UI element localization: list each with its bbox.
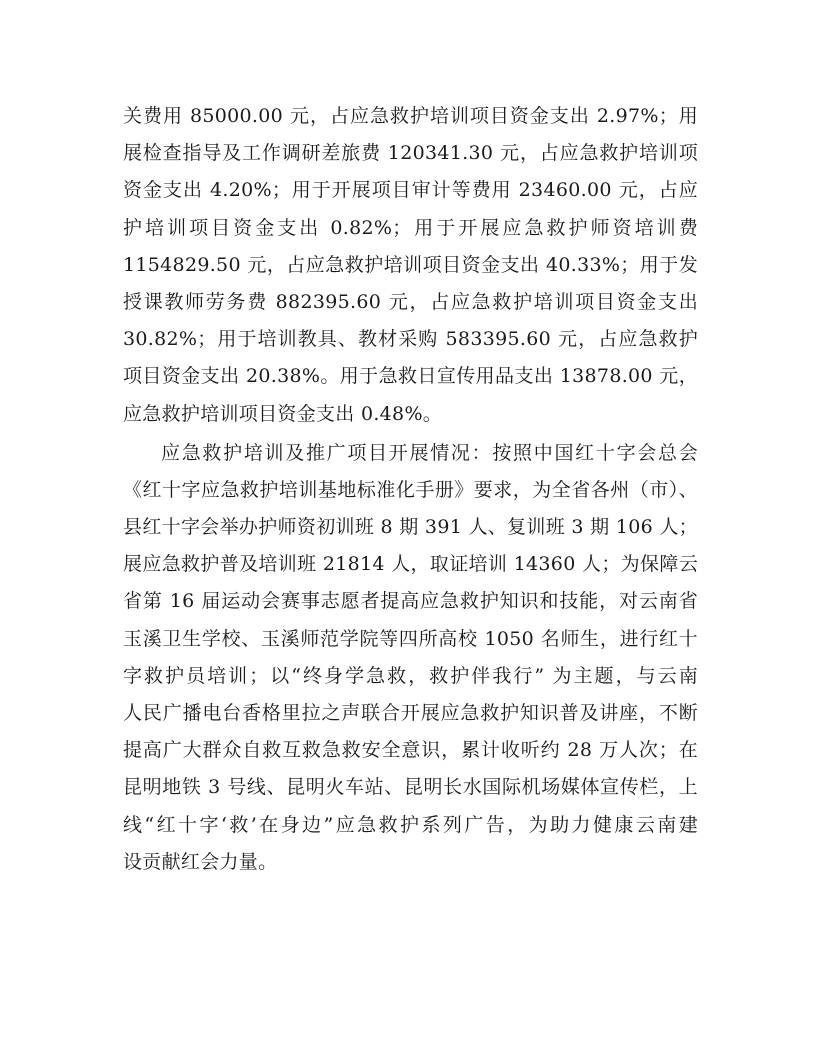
paragraph-expenditure	[123, 98, 698, 433]
text-line: 资金支出 4.20%；用于开展项目审计等费用 23460.00 元，占应	[123, 179, 698, 202]
text-line: 省第 16 届运动会赛事志愿者提高应急救护知识和技能，对云南省	[123, 590, 698, 613]
text-line: 字救护员培训；以“终身学急救，救护伴我行” 为主题，与云南	[123, 664, 698, 687]
text-line: 项目资金支出 20.38%。用于急救日宣传用品支出 13878.00 元，	[123, 365, 698, 388]
text-line: 玉溪卫生学校、玉溪师范学院等四所高校 1050 名师生，进行红十	[123, 627, 698, 650]
text-line: 授课教师劳务费 882395.60 元，占应急救护培训项目资金支出	[123, 290, 698, 313]
text-line: 应急救护培训项目资金支出 0.48%。	[123, 402, 443, 425]
paragraph-training-progress	[123, 435, 698, 881]
document-body	[123, 98, 698, 881]
text-line: 应急救护培训及推广项目开展情况：按照中国红十字会总会	[161, 441, 698, 464]
text-line: 县红十字会举办护师资初训班 8 期 391 人、复训班 3 期 106 人；	[123, 516, 698, 539]
text-line: 关费用 85000.00 元，占应急救护培训项目资金支出 2.97%；用	[123, 105, 698, 127]
text-line: 30.82%；用于培训教具、教材采购 583395.60 元，占应急救护	[123, 328, 698, 351]
text-line: 提高广大群众自救互救急救安全意识，累计收听约 28 万人次；在	[123, 739, 698, 762]
text-line: 1154829.50 元，占应急救护培训项目资金支出 40.33%；用于发	[123, 253, 698, 276]
text-line: 《红十字应急救护培训基地标准化手册》要求，为全省各州（市）、	[123, 478, 698, 501]
text-line: 线“红十字‘救’在身边”应急救护系列广告，为助力健康云南建	[123, 813, 698, 836]
text-line: 护培训项目资金支出 0.82%；用于开展应急救护师资培训费	[123, 216, 698, 239]
text-line: 昆明地铁 3 号线、昆明火车站、昆明长水国际机场媒体宣传栏，上	[123, 776, 698, 799]
text-line: 展应急救护普及培训班 21814 人，取证培训 14360 人；为保障云	[123, 553, 698, 576]
text-line: 展检查指导及工作调研差旅费 120341.30 元，占应急救护培训项	[123, 142, 698, 165]
text-line: 人民广播电台香格里拉之声联合开展应急救护知识普及讲座，不断	[123, 702, 698, 724]
text-line: 设贡献红会力量。	[123, 850, 278, 873]
